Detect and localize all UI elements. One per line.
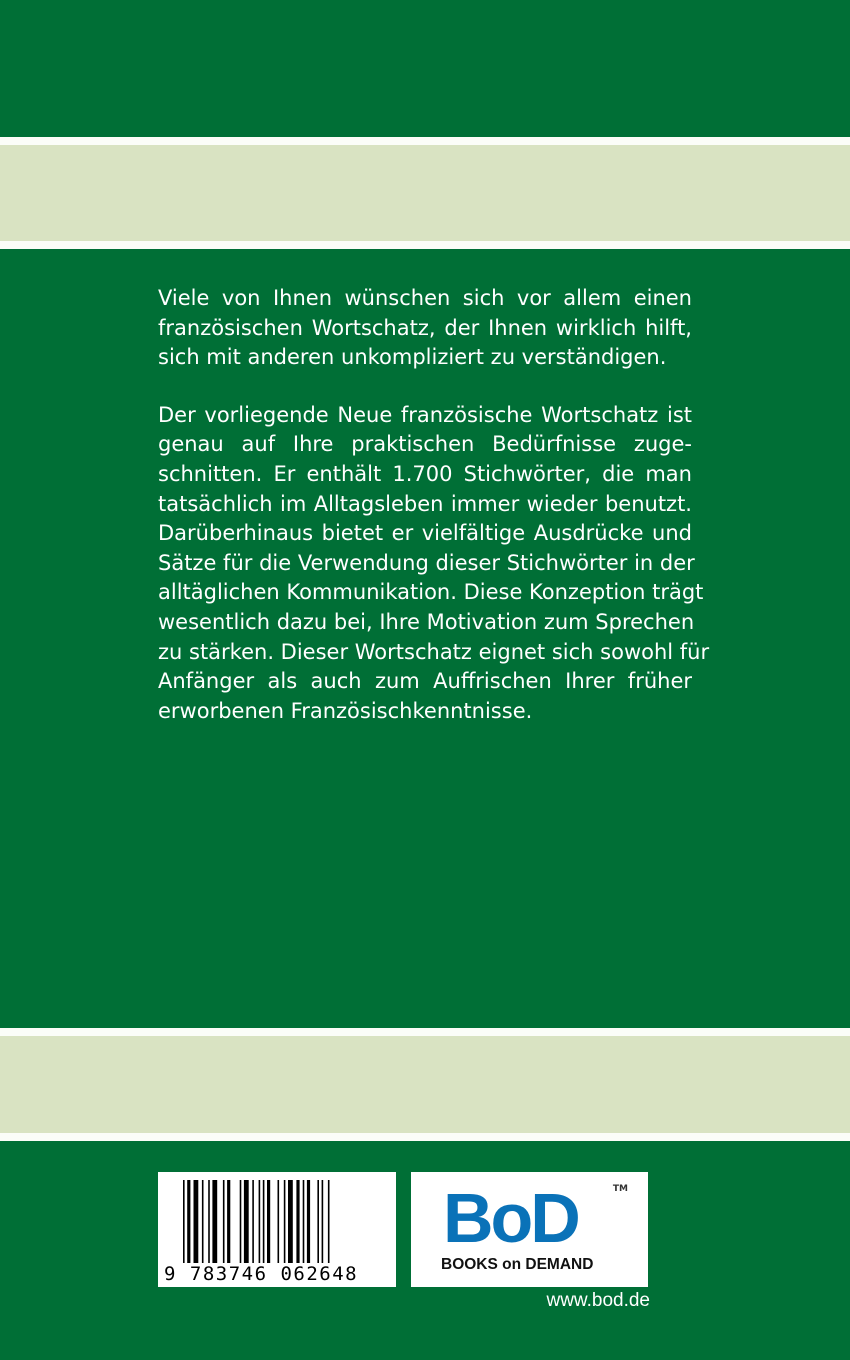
blurb-text (158, 284, 710, 726)
text-line: Viele von Ihnen wünschen sich vor allem einen (158, 286, 692, 310)
text-line: schnitten. Er enthält 1.700 Stichwörter, die man (158, 461, 692, 486)
isbn-number: 9 783746 062648 (164, 1263, 359, 1285)
divider-stripe (0, 1133, 850, 1141)
text-line: Anfänger als auch zum Auffrischen Ihrer früher (158, 669, 692, 694)
divider-stripe (0, 1028, 850, 1036)
isbn-barcode (158, 1172, 396, 1287)
text-line: erworbenen Französischkenntnisse. (158, 698, 533, 723)
text-line: sich mit anderen unkompliziert zu verständigen. (158, 345, 667, 370)
bod-logo-text: BoD (443, 1179, 578, 1257)
text-line: Der vorliegende Neue französische Wortschatz ist (158, 402, 692, 427)
trademark: TM (612, 1184, 628, 1194)
paragraph-1 (158, 284, 692, 373)
divider-stripe (0, 137, 850, 145)
publisher-url[interactable]: www.bod.de (546, 1290, 650, 1311)
divider-stripe (0, 241, 850, 249)
text-line: Sätze für die Verwendung dieser Stichwörter in der (158, 550, 695, 575)
text-line: tatsächlich im Alltagsleben immer wieder benutzt. (158, 491, 692, 516)
paragraph-2 (158, 401, 710, 727)
text-line: alltäglichen Kommunikation. Diese Konzeption trägt (158, 580, 704, 605)
text-line: genau auf Ihre praktischen Bedürfnisse zuge- (158, 432, 692, 457)
text-line: wesentlich dazu bei, Ihre Motivation zum Sprechen (158, 609, 695, 634)
publisher-tagline: BOOKS on DEMAND (441, 1256, 594, 1273)
text-line: Darüberhinaus bietet er vielfältige Ausdrücke und (158, 521, 692, 546)
decorative-band-top (0, 145, 850, 241)
text-line: zu stärken. Dieser Wortschatz eignet sich sowohl für (158, 639, 710, 664)
text-line: französischen Wortschatz, der Ihnen wirklich hilft, (158, 315, 692, 340)
publisher-logo (411, 1172, 648, 1287)
decorative-band-bottom (0, 1036, 850, 1133)
